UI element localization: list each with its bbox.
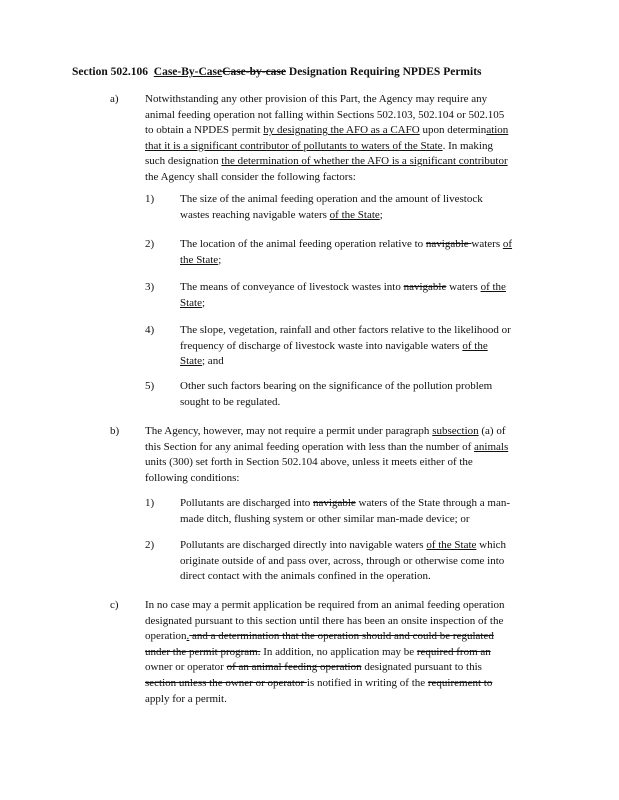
deleted-text: navigable — [313, 497, 356, 509]
text-line — [145, 108, 508, 124]
text-run: The location of the animal feeding operation relative to — [180, 238, 426, 250]
text-run: sought to be regulated. — [180, 395, 281, 408]
text-run: designated pursuant to this — [361, 661, 482, 674]
deleted-text: navigable — [403, 281, 447, 293]
text-line — [180, 569, 506, 585]
para-a-item-5-text — [180, 379, 492, 410]
text-run: Notwithstanding any other provision of this Part, the Agency may require any — [145, 93, 488, 105]
text-line — [180, 512, 510, 528]
inserted-text: the State — [180, 253, 219, 266]
para-a-label: a) — [110, 93, 119, 105]
text-run: operation — [145, 630, 187, 643]
para-a-item-2-label: 2) — [145, 238, 155, 250]
text-run: The means of conveyance of livestock wastes into — [180, 281, 404, 293]
inserted-text: . — [186, 630, 190, 643]
text-line — [180, 538, 506, 554]
text-run: which — [476, 539, 507, 551]
text-line — [180, 395, 492, 411]
text-run: is notified in writing of the — [306, 676, 428, 689]
text-line — [180, 192, 483, 208]
text-run: ; — [218, 253, 222, 266]
deleted-text: required from an — [416, 645, 491, 658]
text-line — [145, 598, 505, 614]
text-line — [145, 170, 508, 186]
deleted-text: section unless the owner or operator — [145, 676, 307, 689]
text-run: animal feeding operation not falling within Sections 502.103, 502.104 or 502.105 — [145, 108, 505, 121]
text-line — [180, 339, 511, 355]
para-a-item-5-label: 5) — [145, 380, 155, 392]
para-b-item-2-label: 2) — [145, 539, 155, 551]
text-run: owner or operator — [145, 661, 227, 674]
text-run: ; and — [202, 355, 224, 368]
inserted-text: that it is a significant contributor of pollutants to waters of the State — [145, 139, 443, 152]
text-line — [145, 440, 508, 456]
deleted-text: of an animal feeding operation — [226, 661, 362, 674]
para-c-body — [145, 598, 505, 707]
text-line — [180, 354, 511, 370]
deleted-text: requirement to — [427, 676, 493, 689]
section-heading — [72, 66, 482, 78]
text-line — [145, 455, 508, 471]
inserted-text: of the State — [426, 539, 477, 551]
text-run: the Agency shall consider the following factors: — [145, 170, 356, 183]
text-line — [145, 676, 505, 692]
text-run: Pollutants are discharged directly into navigable waters — [180, 539, 427, 551]
text-line — [145, 424, 508, 440]
para-b-body — [145, 424, 508, 486]
inserted-text: ation — [486, 124, 509, 137]
text-line — [145, 660, 505, 676]
text-line — [180, 237, 512, 253]
text-line — [145, 123, 508, 139]
text-line — [145, 645, 505, 661]
text-run: Other such factors bearing on the significance of the pollution problem — [180, 380, 493, 392]
text-run: (a) of — [478, 425, 506, 437]
text-run: . In making — [442, 139, 493, 152]
inserted-text: of the — [480, 281, 506, 293]
section-number: Section 502.106 — [72, 66, 149, 78]
text-run: originate outside of and pass over, across, through or otherwise come into — [180, 554, 505, 567]
text-run: The Agency, however, may not require a permit under paragraph — [145, 425, 433, 437]
inserted-text: of the State — [329, 208, 380, 221]
para-a-item-1-text — [180, 192, 483, 223]
section-title-inserted: Case-By-Case — [153, 66, 223, 78]
text-line — [180, 554, 506, 570]
text-run: waters — [471, 238, 503, 250]
para-a-item-3-label: 3) — [145, 281, 155, 293]
inserted-text: State — [180, 355, 202, 368]
para-a-item-4-label: 4) — [145, 324, 155, 336]
text-run: frequency of discharge of livestock waste into navigable waters — [180, 339, 463, 352]
text-run: made ditch, flushing system or other similar man-made device; or — [180, 512, 470, 525]
text-run: to obtain a NPDES permit — [145, 124, 264, 137]
para-c-label: c) — [110, 599, 119, 611]
deleted-text: navigable — [425, 238, 472, 250]
text-run: waters — [446, 281, 481, 293]
text-run: apply for a permit. — [145, 692, 227, 705]
text-run: In addition, no application may be — [260, 645, 417, 658]
text-line — [145, 629, 505, 645]
inserted-text: subsection — [432, 425, 479, 437]
text-line — [180, 323, 511, 339]
text-line — [145, 471, 508, 487]
text-line — [180, 496, 510, 512]
inserted-text: of — [502, 238, 513, 250]
text-line — [180, 253, 512, 269]
para-a-item-2-text — [180, 237, 512, 268]
inserted-text: of the — [462, 339, 488, 352]
inserted-text: the determination of whether the AFO is a significant contributor — [221, 155, 508, 168]
text-line — [145, 692, 505, 708]
para-b-item-1-text — [180, 496, 510, 527]
text-line — [180, 208, 483, 224]
text-run: such designation — [145, 155, 222, 168]
para-a-body — [145, 92, 508, 186]
text-run: ; — [202, 296, 206, 309]
text-line — [180, 379, 492, 395]
text-line — [145, 139, 508, 155]
para-b-item-1-label: 1) — [145, 497, 155, 509]
text-run: The slope, vegetation, rainfall and other factors relative to the likelihood or — [180, 324, 511, 336]
text-run: designated pursuant to this section until there has been an onsite inspection of the — [145, 614, 504, 627]
text-line — [145, 92, 508, 108]
text-run: The size of the animal feeding operation and the amount of livestock — [180, 193, 483, 205]
para-a-item-1-label: 1) — [145, 193, 155, 205]
inserted-text: State — [180, 296, 202, 309]
section-title-rest: Designation Requiring NPDES Permits — [288, 66, 482, 78]
text-run: units (300) set forth in Section 502.104 above, unless it meets either of the — [145, 456, 473, 469]
text-line — [180, 280, 506, 296]
text-run: upon determin — [419, 124, 487, 137]
text-run: ; — [379, 208, 383, 221]
text-run: this Section for any animal feeding operation with less than the number of — [145, 440, 475, 453]
section-title-deleted: Case-by-case — [222, 66, 287, 78]
deleted-text: and a determination that the operation should and could be regulated — [189, 630, 494, 643]
text-line — [180, 296, 506, 312]
text-run: following conditions: — [145, 471, 240, 484]
text-line — [145, 614, 505, 630]
text-run: direct contact with the animals confined in the operation. — [180, 570, 431, 583]
text-run: In no case may a permit application be required from an animal feeding operation — [145, 599, 505, 611]
text-line — [145, 154, 508, 170]
deleted-text: under the permit program. — [145, 645, 261, 658]
inserted-text: animals — [474, 440, 509, 453]
para-b-label: b) — [110, 425, 120, 437]
para-a-item-3-text — [180, 280, 506, 311]
text-run: waters of the State through a man- — [355, 497, 511, 509]
text-run: Pollutants are discharged into — [180, 497, 313, 509]
para-a-item-4-text — [180, 323, 511, 370]
inserted-text: by designating the AFO as a CAFO — [263, 124, 420, 137]
text-run: wastes reaching navigable waters — [180, 208, 330, 221]
para-b-item-2-text — [180, 538, 506, 585]
